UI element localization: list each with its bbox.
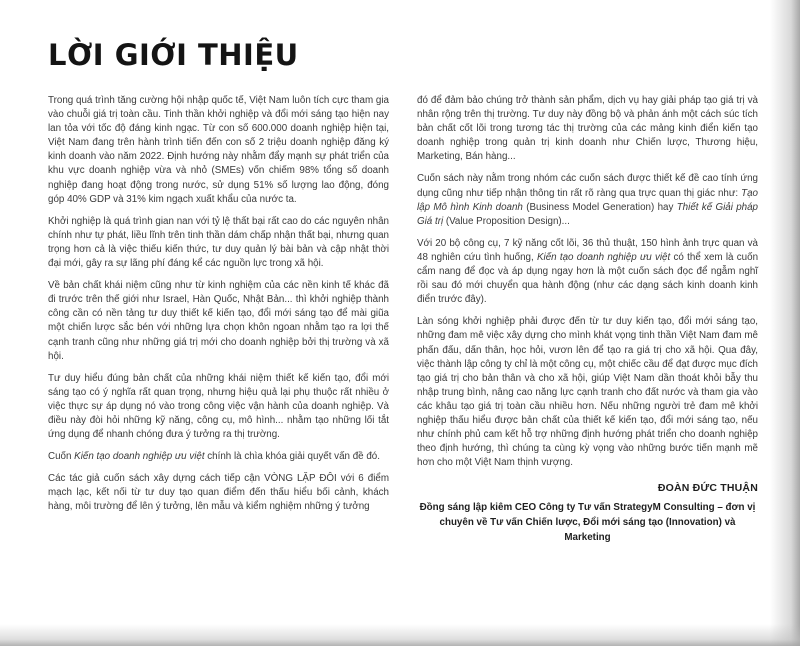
paragraph [417, 315, 758, 470]
paragraph [48, 279, 389, 364]
page-content [48, 38, 758, 545]
signature-block [417, 482, 758, 545]
paragraph [417, 172, 758, 228]
two-column-layout [48, 94, 758, 545]
page-edge-shadow-right [770, 0, 800, 646]
text-run: (Business Model Generation) hay [522, 201, 677, 213]
paragraph [48, 372, 389, 442]
text-run: chính là chìa khóa giải quyết vấn đề đó. [204, 451, 380, 463]
text-run: Khởi nghiệp là quá trình gian nan với tỷ lệ thất bại rất cao do các nguyên nhân chính như tự phát, liều lĩnh trên tinh thần dám chấp nhận thất bại, nhưng quan trọng hơn cả là việc thiếu kiến thức, tư duy quản lý bài bản và cập nhật thời đại mới, gây ra sự lãng phí đáng kể các nguồn lực trong xã hội. [48, 215, 389, 270]
right-column [417, 94, 758, 545]
text-run: (Value Proposition Design)... [443, 215, 570, 227]
book-title-italic: Kiến tạo doanh nghiệp ưu việt [536, 251, 671, 263]
text-run: Làn sóng khởi nghiệp phải được đến từ tư duy kiến tạo, đổi mới sáng tạo, những đam mê việc xây dựng cho mình khát vọng tinh thần Việt Nam đam mê phấn đấu, dấn thân, học hỏi, vươn lên để tạo ra giá trị cho xã hội. Qua đây, việc thành lập công ty chỉ là một công cụ, một chiếc cầu để đạt được mục đích tạo giá trị cho bản thân và cho xã hội, giúp Việt Nam dần thoát khỏi bẫy thu nhập trung bình, nâng cao năng lực cạnh tranh cho đất nước và tham gia vào các khâu tạo giá trị toàn cầu nhiều hơn. Nếu những người trẻ đam mê khởi nghiệp thấu hiểu được bản chất của thiết kế kiến tạo, đổi mới sáng tạo, nếu như chính phủ cam kết hỗ trợ những định hướng phát triển cho doanh nghiệp theo định hướng, thì chúng ta cùng kỳ vọng vào những bước tiến mạnh mẽ hơn cho một Việt Nam thịnh vượng. [417, 316, 758, 469]
text-run: đó để đảm bảo chúng trở thành sản phẩm, dịch vụ hay giải pháp tạo giá trị và nhân rộng trên thị trường. Tư duy này đồng bộ và phản ánh một cách súc tích bản chất cốt lõi trong tương tác thị trường của các mảng kinh điển kiến tạo doanh nghiệp trong quản trị kinh doanh như Chiến lược, Thương hiệu, Marketing, Bán hàng... [417, 95, 758, 163]
text-run: Trong quá trình tăng cường hội nhập quốc tế, Việt Nam luôn tích cực tham gia vào chuỗi giá trị toàn cầu. Tinh thần khởi nghiệp và đổi mới sáng tạo hiện nay lan tỏa với tốc độ đáng kinh ngạc. Từ con số 600.000 doanh nghiệp hiện tại, Việt Nam đang trên hành trình tiến đến con số 2 triệu doanh nghiệp đăng ký kinh doanh vào năm 2022. Định hướng này nhằm đẩy mạnh sự phát triển của khu vực doanh nghiệp vừa và nhỏ (SMEs) vốn chiếm 98% tổng số doanh nghiệp đang hoạt động trong nước, sử dụng 51% số lượng lao động, đóng góp 40% GDP và 31% kim ngạch xuất khẩu của nước ta. [48, 95, 389, 205]
paragraph [417, 94, 758, 164]
signature-name: ĐOÀN ĐỨC THUẬN [657, 482, 758, 495]
page-edge-shadow-bottom [0, 624, 800, 646]
paragraph [48, 472, 389, 514]
text-run: có thể xem là cuốn cẩm nang để đọc và áp dụng ngay hơn là một cuốn sách đọc để ngẫm nghĩ rồi sau đó mới chuyển qua hành động (như các dạng sách kinh doanh kinh điển trước đây). [417, 251, 759, 306]
book-title-italic: Kiến tạo doanh nghiệp ưu việt [74, 451, 205, 463]
text-run: Cuốn [48, 451, 75, 463]
paragraph [417, 237, 758, 307]
text-run: Các tác giả cuốn sách xây dựng cách tiếp cận VÒNG LẶP ĐÔI với 6 điểm mạch lạc, kết nối từ tư duy tạo quan điểm đến thấu hiểu bối cảnh, khách hàng, môi trường để lên ý tưởng, lên mẫu và kiểm nghiệm những ý tưởng [48, 473, 389, 513]
right-column-paragraphs [417, 94, 758, 470]
signature-role: Đồng sáng lập kiêm CEO Công ty Tư vấn StrategyM Consulting – đơn vị chuyên về Tư vấn Chiến lược, Đổi mới sáng tạo (Innovation) và Marketing [419, 502, 756, 543]
book-title-italic: Tạo lập Mô hình Kinh doanh [417, 187, 758, 213]
text-run: Tư duy hiểu đúng bản chất của những khái niệm thiết kế kiến tạo, đổi mới sáng tạo có ý nghĩa rất quan trọng, nhưng hiệu quả lại phụ thuộc rất nhiều ở việc thực sự áp dụng nó vào trong công việc vận hành của doanh nghiệp. Và điều này đòi hỏi những kỹ năng, công cụ, mô hình... nhằm tạo những lối tắt ứng dụng để nhanh chóng đưa ý tưởng ra thị trường. [48, 372, 389, 441]
paragraph [48, 94, 389, 207]
paragraph [48, 215, 389, 271]
book-title-italic: Thiết kế Giải pháp Giá trị [417, 201, 758, 227]
text-run: Với 20 bộ công cụ, 7 kỹ năng cốt lõi, 36 thủ thuật, 150 hình ảnh trực quan và 48 nghiên cứu tình huống, [417, 237, 758, 263]
text-run: Về bản chất khái niệm cũng như từ kinh nghiệm của các nền kinh tế khác đã đi trước trên thế giới như Israel, Hàn Quốc, Nhật Bản... thì khởi nghiệp thành công cần có nền tảng tư duy thiết kế kiến tạo, đổi mới sáng tạo để mài giũa một chiến lược sắc bén với những lựa chọn khôn ngoan nhằm tạo ra lợi thế cạnh tranh cũng như những giá trị mới cho doanh nghiệp bởi thị trường và xã hội. [48, 280, 389, 362]
text-run: Cuốn sách này nằm trong nhóm các cuốn sách được thiết kế đề cao tính ứng dụng cũng như tiếp nhận thông tin rất rõ ràng qua trực quan thị giác như: [417, 173, 758, 199]
paragraph [48, 450, 389, 464]
page-title: LỜI GIỚI THIỆU [48, 38, 299, 72]
left-column [48, 94, 389, 545]
